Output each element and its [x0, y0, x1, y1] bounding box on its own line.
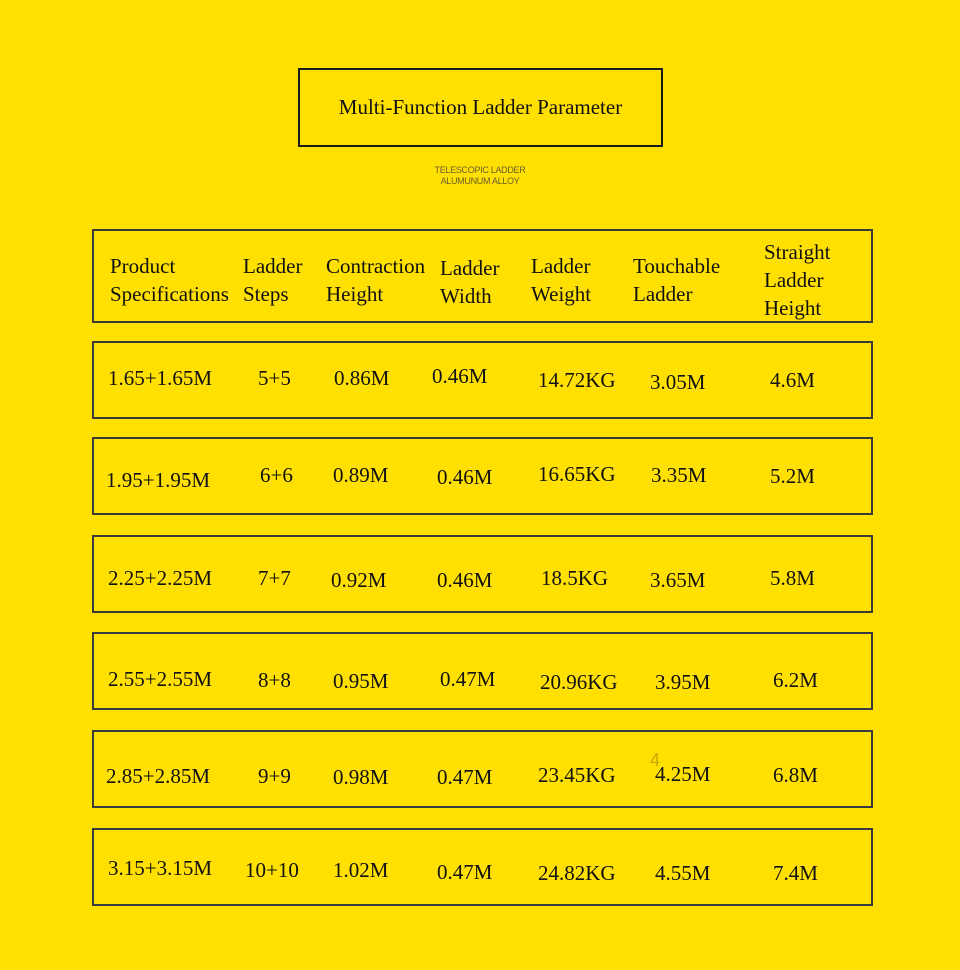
table-cell: 0.89M — [333, 463, 389, 487]
table-cell: 2.25+2.25M — [108, 566, 213, 590]
table-cell: 20.96KG — [540, 670, 618, 694]
table-cell: 18.5KG — [541, 566, 609, 590]
page-title: Multi-Function Ladder Parameter — [338, 95, 623, 119]
table-cell: 0.47M — [440, 667, 496, 691]
table-cell: 3.05M — [650, 370, 706, 394]
header-cell-line: Ladder — [764, 268, 824, 292]
table-cell: 0.47M — [437, 860, 493, 884]
header-cell — [633, 252, 720, 308]
table-cell: 2.55+2.55M — [108, 667, 213, 691]
table-cell: 3.35M — [651, 463, 707, 487]
table-cell: 0.46M — [432, 364, 488, 388]
table-cell: 1.65+1.65M — [108, 366, 213, 390]
table-cell: 3.15+3.15M — [108, 856, 213, 880]
header-cell-line: Ladder — [243, 254, 303, 278]
table-cell: 1.02M — [333, 858, 389, 882]
table-cell: 2.85+2.85M — [106, 764, 211, 788]
table-cell: 14.72KG — [538, 368, 616, 392]
table-cell: 3.65M — [650, 568, 706, 592]
header-cell-line: Weight — [531, 282, 592, 306]
table-cell: 24.82KG — [538, 861, 616, 885]
header-cell — [110, 252, 229, 308]
header-cell — [243, 252, 302, 308]
header-cell-line: Width — [440, 284, 492, 308]
page-title-box — [298, 68, 663, 147]
table-cell: 5.2M — [770, 464, 815, 488]
subtitle-line-1: TELESCOPIC LADDER — [434, 165, 526, 175]
table-cell: 0.46M — [437, 568, 493, 592]
table-cell: 4.55M — [655, 861, 711, 885]
header-cell-line: Ladder — [440, 256, 500, 280]
header-cell-line: Touchable — [633, 254, 721, 278]
table-cell: 0.86M — [334, 366, 390, 390]
table-cell: 6.8M — [773, 763, 818, 787]
header-cell-line: Ladder — [633, 282, 693, 306]
header-cell-line: Specifications — [110, 282, 229, 306]
header-cell-line: Steps — [243, 282, 289, 306]
table-cell: 7+7 — [258, 566, 291, 590]
table-cell: 5.8M — [770, 566, 815, 590]
subtitle-line-2: ALUMUNUM ALLOY — [440, 176, 520, 186]
subtitle — [380, 165, 580, 187]
table-cell: 16.65KG — [538, 462, 616, 486]
table-cell: 8+8 — [258, 668, 291, 692]
table-cell: 5+5 — [258, 366, 291, 390]
header-cell-line: Contraction — [326, 254, 426, 278]
table-cell: 7.4M — [773, 861, 818, 885]
table-cell: 4.25M — [655, 762, 711, 786]
table-cell: 4.6M — [770, 368, 815, 392]
table-cell: 0.95M — [333, 669, 389, 693]
table-cell: 23.45KG — [538, 763, 616, 787]
header-cell — [764, 238, 831, 322]
table-cell: 0.46M — [437, 465, 493, 489]
table-cell: 0.92M — [331, 568, 387, 592]
header-cell-line: Height — [326, 282, 384, 306]
table-cell: 6+6 — [260, 463, 293, 487]
header-cell — [440, 254, 499, 310]
header-cell-line: Product — [110, 254, 176, 278]
header-cell-line: Ladder — [531, 254, 591, 278]
table-cell: 10+10 — [245, 858, 299, 882]
table-cell: 9+9 — [258, 764, 291, 788]
table-cell: 6.2M — [773, 668, 818, 692]
header-cell-line: Straight — [764, 240, 831, 264]
header-cell-line: Height — [764, 296, 822, 320]
watermark-digit: 4 — [650, 750, 661, 770]
table-cell: 3.95M — [655, 670, 711, 694]
header-cell — [531, 252, 591, 308]
table-cell: 1.95+1.95M — [106, 468, 211, 492]
header-cell — [326, 252, 425, 308]
table-cell: 0.98M — [333, 765, 389, 789]
table-cell: 0.47M — [437, 765, 493, 789]
